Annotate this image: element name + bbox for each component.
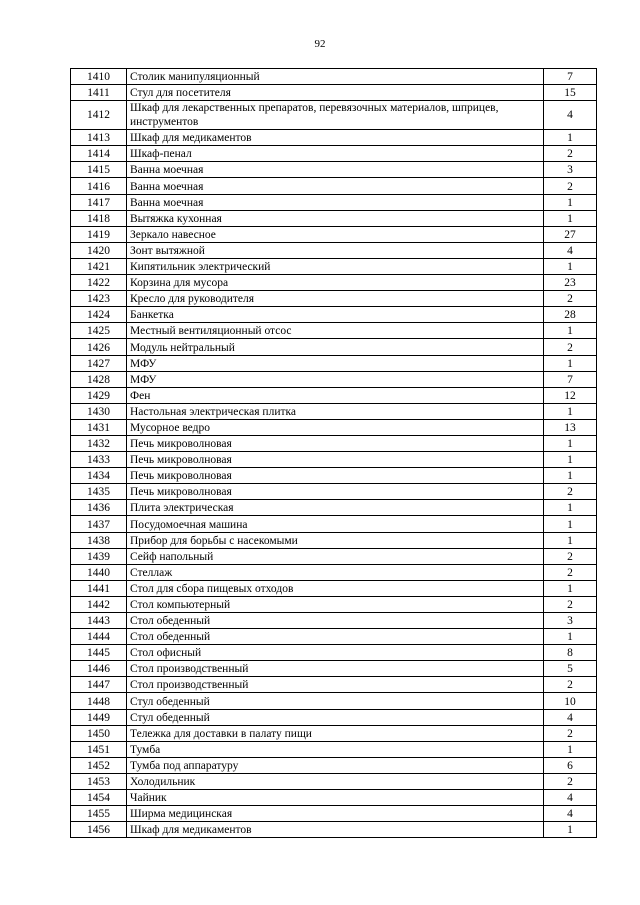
row-number: 1456 — [71, 822, 127, 838]
item-quantity: 1 — [544, 580, 597, 596]
table-row — [71, 532, 597, 548]
item-name: Шкаф для медикаментов — [127, 130, 544, 146]
table-row — [71, 146, 597, 162]
item-quantity: 5 — [544, 661, 597, 677]
item-name: Банкетка — [127, 307, 544, 323]
row-number: 1433 — [71, 452, 127, 468]
item-quantity: 1 — [544, 822, 597, 838]
row-number: 1412 — [71, 101, 127, 130]
item-name: Ванна моечная — [127, 194, 544, 210]
item-quantity: 3 — [544, 613, 597, 629]
row-number: 1450 — [71, 725, 127, 741]
item-name: Фен — [127, 387, 544, 403]
item-name: Чайник — [127, 790, 544, 806]
item-quantity: 4 — [544, 242, 597, 258]
row-number: 1432 — [71, 435, 127, 451]
table-row — [71, 130, 597, 146]
item-name: Вытяжка кухонная — [127, 210, 544, 226]
item-quantity: 1 — [544, 516, 597, 532]
item-name: МФУ — [127, 355, 544, 371]
table-row — [71, 258, 597, 274]
item-name: Печь микроволновая — [127, 468, 544, 484]
item-quantity: 27 — [544, 226, 597, 242]
table-row — [71, 564, 597, 580]
item-name: Зеркало навесное — [127, 226, 544, 242]
item-name: Стул обеденный — [127, 709, 544, 725]
row-number: 1416 — [71, 178, 127, 194]
row-number: 1417 — [71, 194, 127, 210]
item-quantity: 7 — [544, 69, 597, 85]
item-quantity: 2 — [544, 596, 597, 612]
row-number: 1420 — [71, 242, 127, 258]
item-name: Тумба под аппаратуру — [127, 757, 544, 773]
item-quantity: 23 — [544, 275, 597, 291]
row-number: 1444 — [71, 629, 127, 645]
item-quantity: 4 — [544, 709, 597, 725]
table-row — [71, 419, 597, 435]
item-name: Местный вентиляционный отсос — [127, 323, 544, 339]
item-quantity: 1 — [544, 468, 597, 484]
item-quantity: 1 — [544, 323, 597, 339]
table-row — [71, 355, 597, 371]
item-quantity: 1 — [544, 355, 597, 371]
row-number: 1435 — [71, 484, 127, 500]
item-quantity: 13 — [544, 419, 597, 435]
row-number: 1431 — [71, 419, 127, 435]
row-number: 1438 — [71, 532, 127, 548]
item-name: Тумба — [127, 741, 544, 757]
row-number: 1440 — [71, 564, 127, 580]
table-row — [71, 291, 597, 307]
item-quantity: 1 — [544, 130, 597, 146]
table-row — [71, 226, 597, 242]
table-row — [71, 435, 597, 451]
table-row — [71, 773, 597, 789]
table-row — [71, 741, 597, 757]
row-number: 1434 — [71, 468, 127, 484]
row-number: 1419 — [71, 226, 127, 242]
inventory-table-body — [71, 69, 597, 838]
row-number: 1443 — [71, 613, 127, 629]
table-row — [71, 69, 597, 85]
table-row — [71, 339, 597, 355]
table-row — [71, 806, 597, 822]
item-name: Модуль нейтральный — [127, 339, 544, 355]
row-number: 1447 — [71, 677, 127, 693]
table-row — [71, 661, 597, 677]
table-row — [71, 162, 597, 178]
item-name: Стол компьютерный — [127, 596, 544, 612]
table-row — [71, 387, 597, 403]
item-quantity: 1 — [544, 258, 597, 274]
row-number: 1418 — [71, 210, 127, 226]
item-quantity: 1 — [544, 500, 597, 516]
row-number: 1448 — [71, 693, 127, 709]
item-name: Стол офисный — [127, 645, 544, 661]
item-quantity: 4 — [544, 806, 597, 822]
item-name: Стол производственный — [127, 661, 544, 677]
item-name: Стул обеденный — [127, 693, 544, 709]
item-name: Зонт вытяжной — [127, 242, 544, 258]
table-row — [71, 725, 597, 741]
item-quantity: 2 — [544, 548, 597, 564]
inventory-table — [70, 68, 597, 838]
item-quantity: 2 — [544, 178, 597, 194]
row-number: 1441 — [71, 580, 127, 596]
row-number: 1421 — [71, 258, 127, 274]
table-row — [71, 101, 597, 130]
item-name: Печь микроволновая — [127, 452, 544, 468]
table-row — [71, 645, 597, 661]
table-row — [71, 709, 597, 725]
item-name: Сейф напольный — [127, 548, 544, 564]
item-quantity: 2 — [544, 146, 597, 162]
row-number: 1422 — [71, 275, 127, 291]
item-name: Посудомоечная машина — [127, 516, 544, 532]
row-number: 1424 — [71, 307, 127, 323]
table-row — [71, 275, 597, 291]
row-number: 1452 — [71, 757, 127, 773]
item-quantity: 1 — [544, 452, 597, 468]
item-name: Мусорное ведро — [127, 419, 544, 435]
item-quantity: 2 — [544, 725, 597, 741]
table-row — [71, 371, 597, 387]
table-row — [71, 178, 597, 194]
row-number: 1414 — [71, 146, 127, 162]
row-number: 1437 — [71, 516, 127, 532]
item-quantity: 10 — [544, 693, 597, 709]
row-number: 1451 — [71, 741, 127, 757]
row-number: 1410 — [71, 69, 127, 85]
item-name: Кресло для руководителя — [127, 291, 544, 307]
row-number: 1427 — [71, 355, 127, 371]
row-number: 1455 — [71, 806, 127, 822]
item-quantity: 1 — [544, 532, 597, 548]
item-quantity: 3 — [544, 162, 597, 178]
item-quantity: 7 — [544, 371, 597, 387]
table-row — [71, 613, 597, 629]
item-quantity: 1 — [544, 403, 597, 419]
item-name: Печь микроволновая — [127, 435, 544, 451]
row-number: 1425 — [71, 323, 127, 339]
item-name: Ширма медицинская — [127, 806, 544, 822]
table-row — [71, 194, 597, 210]
row-number: 1429 — [71, 387, 127, 403]
row-number: 1423 — [71, 291, 127, 307]
row-number: 1413 — [71, 130, 127, 146]
row-number: 1445 — [71, 645, 127, 661]
item-name: Стол производственный — [127, 677, 544, 693]
item-quantity: 1 — [544, 194, 597, 210]
row-number: 1426 — [71, 339, 127, 355]
item-name: МФУ — [127, 371, 544, 387]
item-name: Шкаф для лекарственных препаратов, перевязочных материалов, шприцев, инструментов — [127, 101, 544, 130]
page-number: 92 — [314, 38, 326, 50]
item-name: Тележка для доставки в палату пищи — [127, 725, 544, 741]
item-quantity: 1 — [544, 435, 597, 451]
table-row — [71, 85, 597, 101]
table-row — [71, 693, 597, 709]
item-name: Настольная электрическая плитка — [127, 403, 544, 419]
item-name: Холодильник — [127, 773, 544, 789]
table-row — [71, 757, 597, 773]
table-row — [71, 516, 597, 532]
item-quantity: 4 — [544, 101, 597, 130]
row-number: 1449 — [71, 709, 127, 725]
table-row — [71, 629, 597, 645]
item-name: Шкаф для медикаментов — [127, 822, 544, 838]
row-number: 1442 — [71, 596, 127, 612]
item-quantity: 8 — [544, 645, 597, 661]
table-row — [71, 596, 597, 612]
row-number: 1446 — [71, 661, 127, 677]
item-quantity: 2 — [544, 773, 597, 789]
table-row — [71, 677, 597, 693]
row-number: 1454 — [71, 790, 127, 806]
table-row — [71, 500, 597, 516]
table-row — [71, 403, 597, 419]
item-quantity: 6 — [544, 757, 597, 773]
item-name: Ванна моечная — [127, 162, 544, 178]
table-row — [71, 790, 597, 806]
item-name: Кипятильник электрический — [127, 258, 544, 274]
item-name: Ванна моечная — [127, 178, 544, 194]
table-row — [71, 548, 597, 564]
item-name: Плита электрическая — [127, 500, 544, 516]
table-row — [71, 452, 597, 468]
item-quantity: 1 — [544, 741, 597, 757]
table-row — [71, 242, 597, 258]
table-row — [71, 580, 597, 596]
row-number: 1430 — [71, 403, 127, 419]
item-quantity: 12 — [544, 387, 597, 403]
item-quantity: 2 — [544, 484, 597, 500]
item-quantity: 1 — [544, 210, 597, 226]
row-number: 1453 — [71, 773, 127, 789]
item-quantity: 2 — [544, 339, 597, 355]
row-number: 1415 — [71, 162, 127, 178]
item-quantity: 15 — [544, 85, 597, 101]
item-name: Стол обеденный — [127, 629, 544, 645]
row-number: 1411 — [71, 85, 127, 101]
item-name: Печь микроволновая — [127, 484, 544, 500]
table-row — [71, 822, 597, 838]
item-name: Стол для сбора пищевых отходов — [127, 580, 544, 596]
table-row — [71, 484, 597, 500]
table-row — [71, 323, 597, 339]
item-quantity: 4 — [544, 790, 597, 806]
item-quantity: 2 — [544, 564, 597, 580]
row-number: 1428 — [71, 371, 127, 387]
item-quantity: 28 — [544, 307, 597, 323]
row-number: 1436 — [71, 500, 127, 516]
table-row — [71, 307, 597, 323]
item-name: Столик манипуляционный — [127, 69, 544, 85]
item-name: Стеллаж — [127, 564, 544, 580]
table-row — [71, 210, 597, 226]
item-name: Стол обеденный — [127, 613, 544, 629]
item-quantity: 2 — [544, 291, 597, 307]
row-number: 1439 — [71, 548, 127, 564]
table-row — [71, 468, 597, 484]
item-quantity: 2 — [544, 677, 597, 693]
item-name: Корзина для мусора — [127, 275, 544, 291]
item-quantity: 1 — [544, 629, 597, 645]
item-name: Шкаф-пенал — [127, 146, 544, 162]
item-name: Прибор для борьбы с насекомыми — [127, 532, 544, 548]
item-name: Стул для посетителя — [127, 85, 544, 101]
